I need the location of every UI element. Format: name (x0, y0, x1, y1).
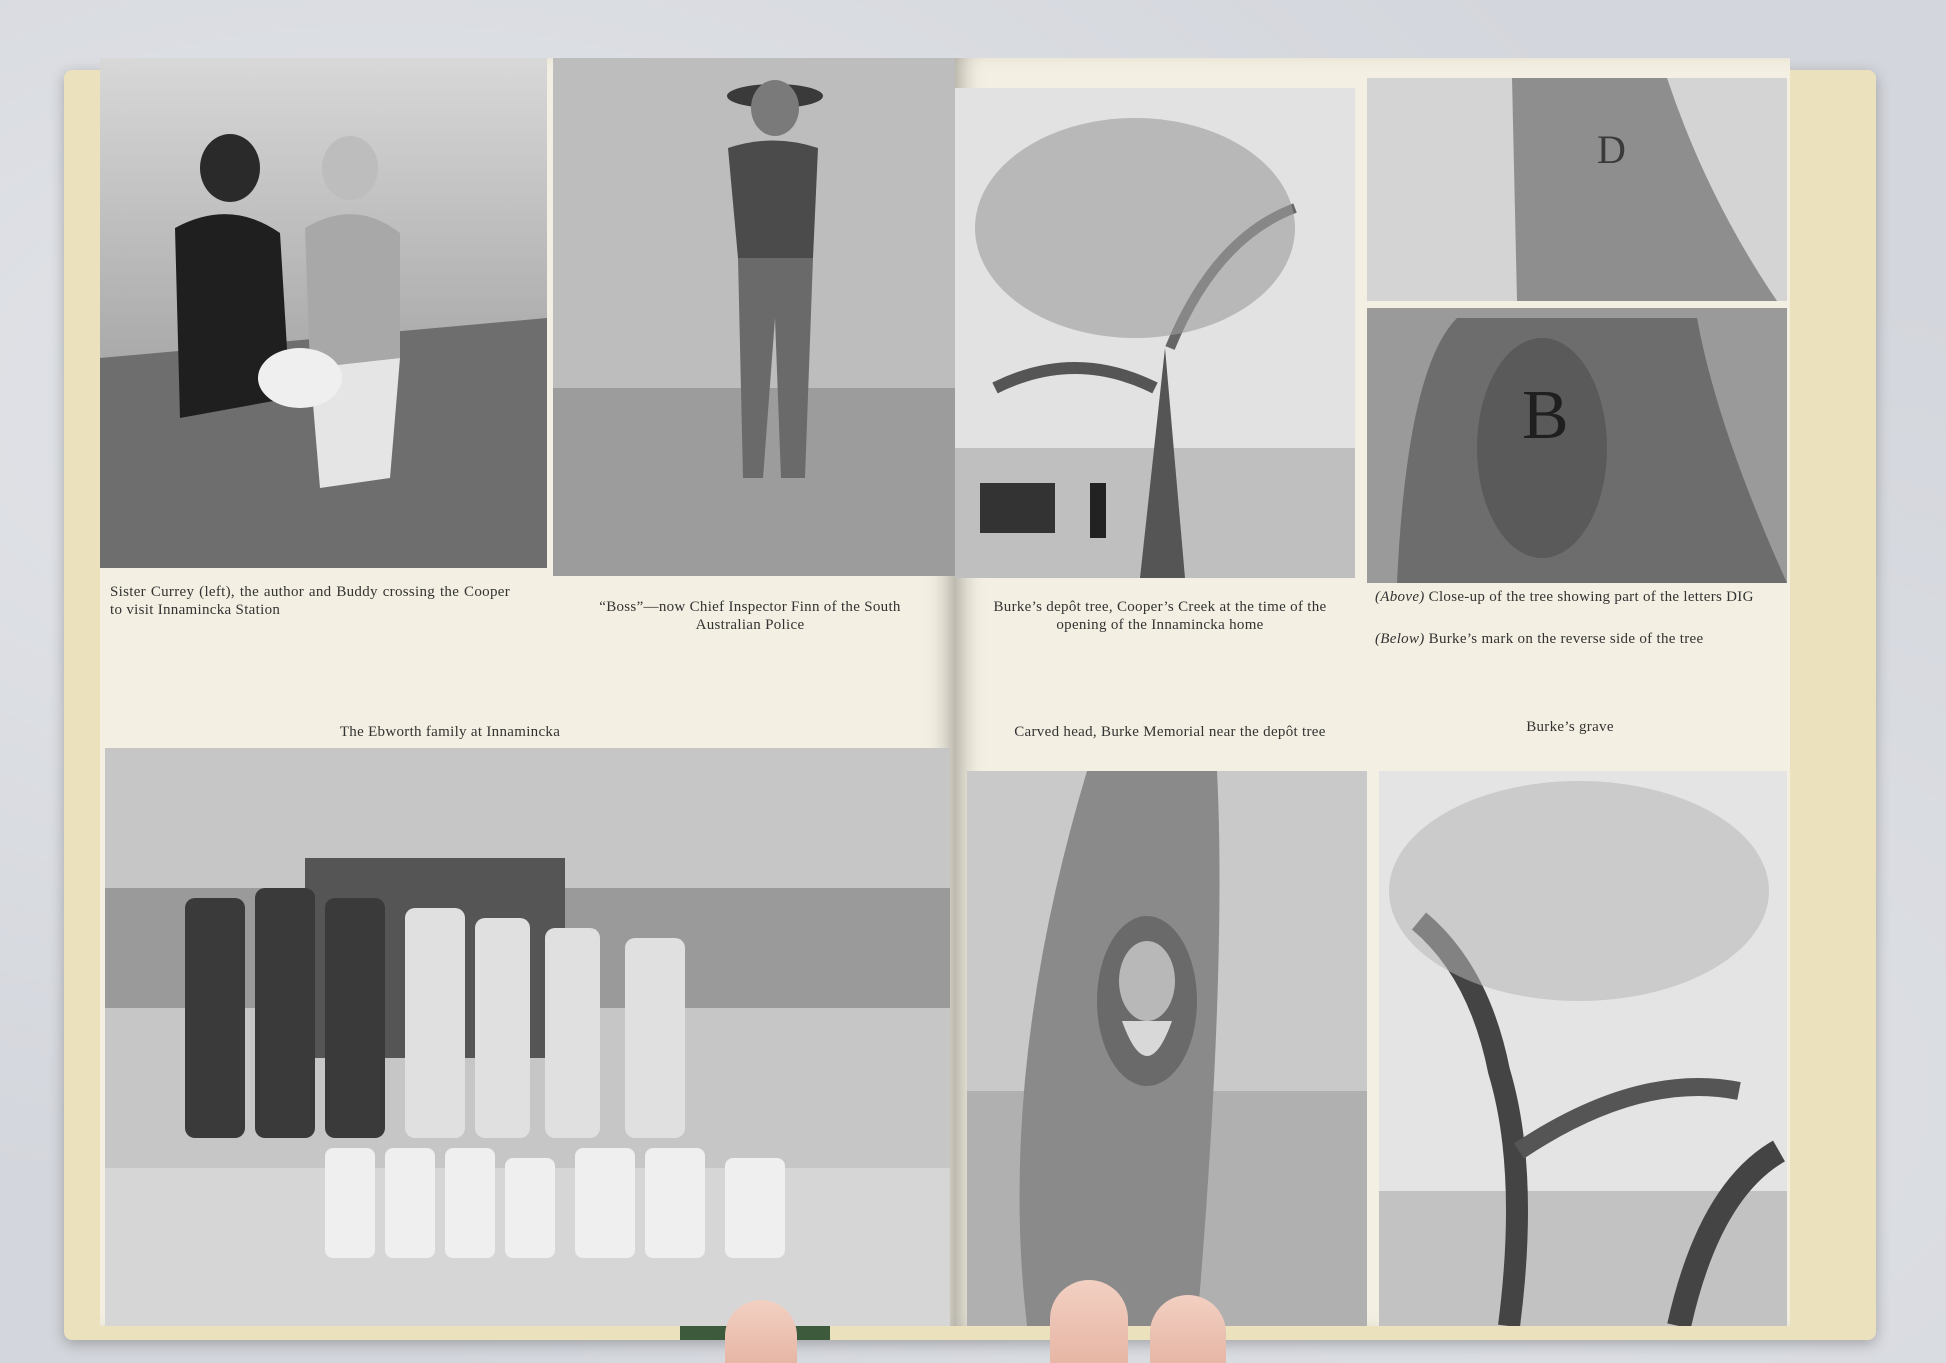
carved-head-photo (967, 771, 1367, 1326)
boss-finn-caption: “Boss”—now Chief Inspector Finn of the South Australian Police (599, 599, 901, 633)
dig-above-caption (1375, 588, 1755, 606)
boss-finn-photo (553, 58, 955, 576)
finger-right (1150, 1295, 1226, 1363)
carved-head-caption: Carved head, Burke Memorial near the depôt tree (1014, 724, 1326, 740)
sister-currey-caption: Sister Currey (left), the author and Buddy crossing the Cooper to visit Innamincka Station (110, 584, 510, 618)
dig-closeup-top-photo (1367, 78, 1787, 301)
finger-left (725, 1300, 797, 1363)
dig-below-caption (1375, 630, 1755, 648)
above-label: (Above) (1375, 589, 1425, 605)
above-text: Close-up of the tree showing part of the letters DIG (1428, 589, 1754, 605)
dig-closeup-bottom-photo (1367, 308, 1787, 583)
burkes-grave-caption: Burke’s grave (1526, 719, 1614, 735)
svg-text:D: D (1597, 127, 1626, 172)
burkes-grave-photo (1379, 771, 1787, 1326)
finger-middle (1050, 1280, 1128, 1363)
sister-currey-photo (100, 58, 547, 568)
depot-tree-caption: Burke’s depôt tree, Cooper’s Creek at the time of the opening of the Innamincka home (993, 599, 1327, 633)
below-label: (Below) (1375, 631, 1425, 647)
right-page (955, 58, 1790, 1326)
below-text: Burke’s mark on the reverse side of the tree (1428, 631, 1704, 647)
svg-text:B: B (1522, 377, 1569, 454)
ebworth-family-caption: The Ebworth family at Innamincka (339, 724, 561, 740)
ebworth-family-photo (105, 748, 950, 1326)
depot-tree-photo (955, 88, 1355, 578)
left-page (100, 58, 955, 1326)
